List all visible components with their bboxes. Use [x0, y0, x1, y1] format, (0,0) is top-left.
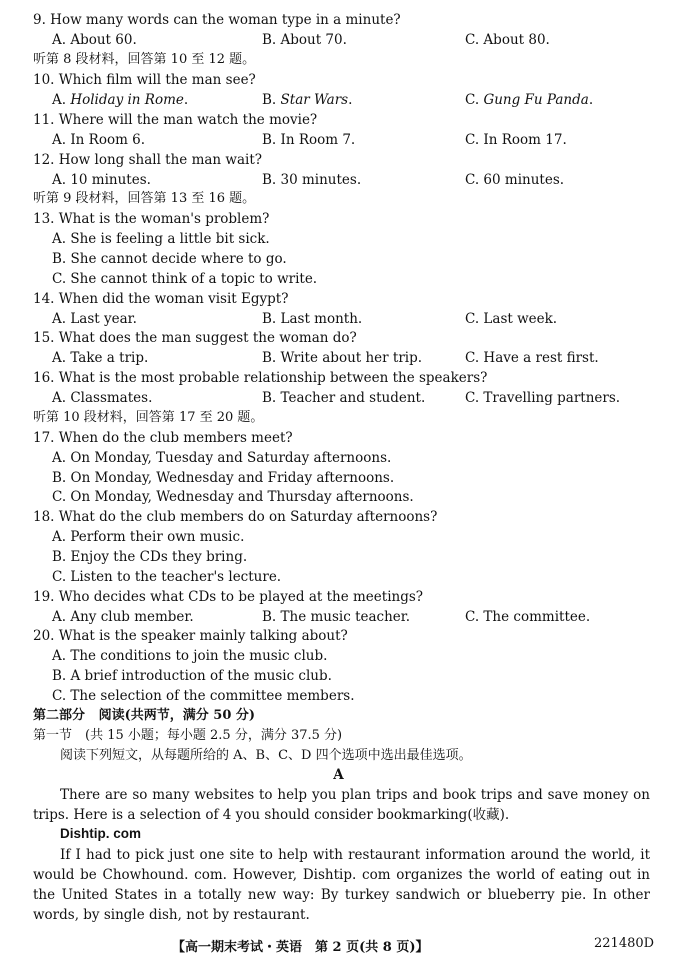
- question-15: 15. What does the man suggest the woman do?: [33, 330, 357, 346]
- option-a: A. Last year.: [52, 311, 137, 327]
- section-8-heading: 听第 8 段材料，回答第 10 至 12 题。: [33, 52, 256, 67]
- option-b: B. Star Wars.: [262, 92, 353, 108]
- option-a: A. About 60.: [52, 32, 137, 48]
- option-a: A. Classmates.: [52, 390, 153, 406]
- section-9-heading: 听第 9 段材料，回答第 13 至 16 题。: [33, 191, 256, 206]
- option-c: C. Listen to the teacher's lecture.: [52, 569, 282, 585]
- option-b: B. On Monday, Wednesday and Friday afternoons.: [52, 470, 395, 486]
- option-a: A. 10 minutes.: [52, 172, 151, 188]
- instruction: 阅读下列短文，从每题所给的 A、B、C、D 四个选项中选出最佳选项。: [60, 748, 472, 763]
- question-16: 16. What is the most probable relationship between the speakers?: [33, 370, 488, 386]
- option-b: B. 30 minutes.: [262, 172, 362, 188]
- option-b: B. Write about her trip.: [262, 350, 423, 366]
- option-c: C. Have a rest first.: [465, 350, 599, 366]
- option-b: B. About 70.: [262, 32, 347, 48]
- section-10-heading: 听第 10 段材料，回答第 17 至 20 题。: [33, 410, 264, 425]
- option-a: A. Perform their own music.: [52, 529, 245, 545]
- option-b: B. Last month.: [262, 311, 363, 327]
- option-a: A. Holiday in Rome.: [52, 92, 189, 108]
- option-a: A. In Room 6.: [52, 132, 146, 148]
- option-a: A. On Monday, Tuesday and Saturday afternoons.: [52, 450, 392, 466]
- option-a: A. Any club member.: [52, 609, 194, 625]
- exam-code: 221480D: [594, 936, 655, 951]
- option-b: B. Enjoy the CDs they bring.: [52, 549, 248, 565]
- option-b: B. The music teacher.: [262, 609, 411, 625]
- part-2-heading: 第二部分 阅读(共两节，满分 50 分): [33, 708, 256, 723]
- question-13: 13. What is the woman's problem?: [33, 211, 270, 227]
- question-18: 18. What do the club members do on Saturday afternoons?: [33, 509, 438, 525]
- question-11: 11. Where will the man watch the movie?: [33, 112, 318, 128]
- question-20: 20. What is the speaker mainly talking about?: [33, 628, 348, 644]
- question-12: 12. How long shall the man wait?: [33, 152, 262, 168]
- site-heading: Dishtip. com: [60, 826, 142, 841]
- passage-label: A: [333, 767, 344, 783]
- option-b: B. In Room 7.: [262, 132, 356, 148]
- option-c: C. On Monday, Wednesday and Thursday afternoons.: [52, 489, 414, 505]
- option-c: C. Gung Fu Panda.: [465, 92, 594, 108]
- option-c: C. Last week.: [465, 311, 558, 327]
- option-c: C. About 80.: [465, 32, 550, 48]
- option-c: C. The committee.: [465, 609, 591, 625]
- question-14: 14. When did the woman visit Egypt?: [33, 291, 289, 307]
- option-b: B. She cannot decide where to go.: [52, 251, 287, 267]
- option-a: A. The conditions to join the music club.: [52, 648, 328, 664]
- option-c: C. She cannot think of a topic to write.: [52, 271, 318, 287]
- section-1-heading: 第一节 (共 15 小题；每小题 2.5 分，满分 37.5 分): [33, 728, 343, 743]
- question-10: 10. Which film will the man see?: [33, 72, 256, 88]
- option-a: A. Take a trip.: [52, 350, 149, 366]
- option-b: B. Teacher and student.: [262, 390, 426, 406]
- passage-paragraph-1: There are so many websites to help you plan trips and book trips and save money on trips. Here is a selection of 4 you should consider bookmarking(收藏).: [33, 787, 650, 823]
- option-c: C. Travelling partners.: [465, 390, 621, 406]
- question-17: 17. When do the club members meet?: [33, 430, 293, 446]
- option-b: B. A brief introduction of the music club.: [52, 668, 332, 684]
- option-c: C. In Room 17.: [465, 132, 567, 148]
- passage-paragraph-2: If I had to pick just one site to help with restaurant information around the world, it would be Chowhound. com. However, Dishtip. com organizes the world of eating out in the United States in a totally new way: By turkey sandwich or blueberry pie. In other words, by single dish, not by restaurant.: [33, 847, 650, 923]
- option-c: C. The selection of the committee members.: [52, 688, 355, 704]
- page-footer: 【高一期末考试・英语 第 2 页(共 8 页)】: [172, 940, 429, 955]
- question-9: 9. How many words can the woman type in a minute?: [33, 12, 401, 28]
- option-c: C. 60 minutes.: [465, 172, 565, 188]
- question-19: 19. Who decides what CDs to be played at the meetings?: [33, 589, 424, 605]
- option-a: A. She is feeling a little bit sick.: [52, 231, 270, 247]
